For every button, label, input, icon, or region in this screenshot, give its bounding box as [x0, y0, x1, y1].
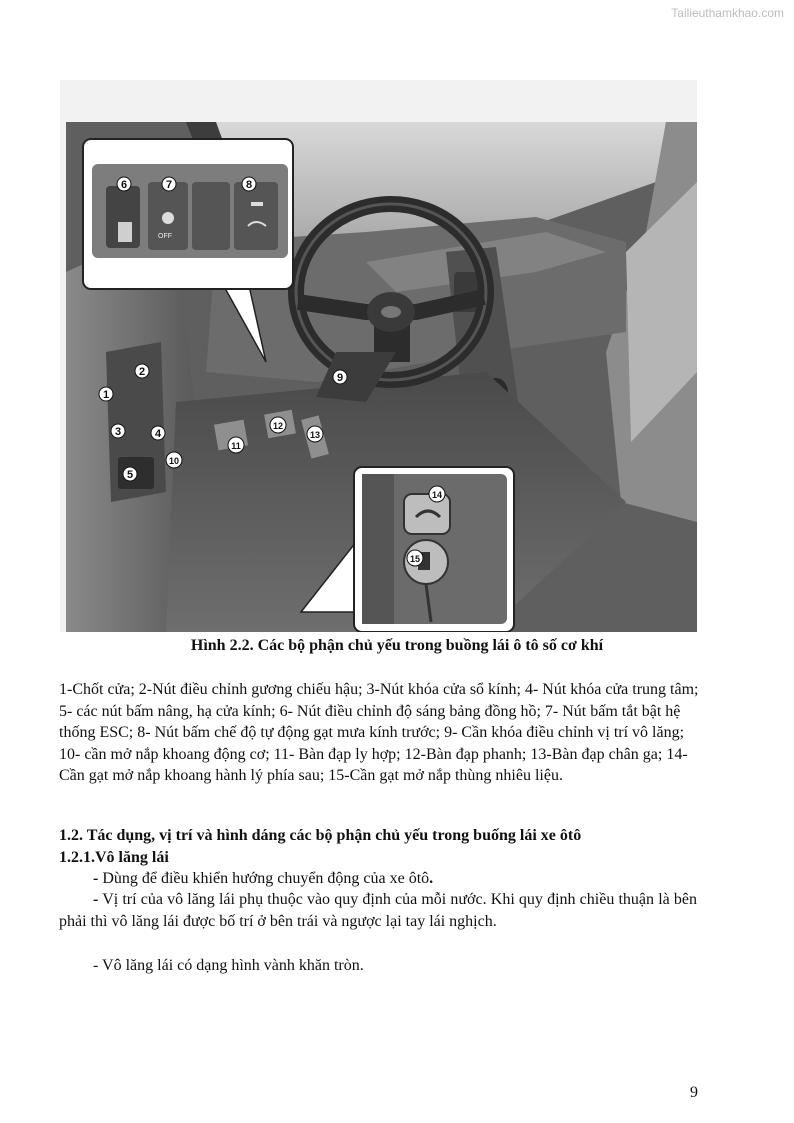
section-heading: 1.2. Tác dụng, vị trí và hình dáng các bộ phận chủ yếu trong buống lái xe ôtô	[59, 827, 582, 844]
figure-caption: Hình 2.2. Các bộ phận chủ yếu trong buồng lái ô tô số cơ khí	[190, 637, 604, 654]
bullet-item	[59, 868, 697, 890]
callout-8	[242, 177, 256, 191]
bullet-dash: -	[93, 957, 99, 974]
bullet-dash: -	[93, 891, 99, 908]
callout-15	[407, 550, 423, 566]
svg-text:1: 1	[102, 389, 110, 401]
svg-text:6: 6	[120, 179, 128, 191]
callout-11	[228, 437, 244, 453]
esc-off-label: OFF	[158, 233, 172, 240]
svg-text:11: 11	[231, 441, 241, 451]
bullet-item	[59, 955, 697, 977]
svg-text:4: 4	[154, 428, 162, 440]
callout-6	[117, 177, 131, 191]
svg-text:12: 12	[272, 421, 284, 431]
callout-2	[135, 364, 149, 378]
callout-10	[166, 452, 182, 468]
callout-4	[151, 426, 165, 440]
callout-13	[307, 426, 323, 442]
svg-text:5: 5	[126, 469, 134, 481]
svg-text:15: 15	[409, 554, 421, 564]
svg-text:8: 8	[245, 179, 253, 191]
subsection-heading: 1.2.1.Vô lăng lái	[59, 849, 169, 866]
bullet-text: Vị trí của vô lăng lái phụ thuộc vào quy định của mỗi nước. Khi quy định chiều thuận là bên phải thì vô lăng lái được bố trí ở bên trái và ngược lại tay lái nghịch.	[59, 891, 697, 930]
callout-9	[333, 370, 347, 384]
svg-text:3: 3	[114, 426, 122, 438]
callout-12	[270, 417, 286, 433]
callout-3	[111, 424, 125, 438]
watermark: Tailieuthamkhao.com	[671, 6, 784, 20]
svg-text:9: 9	[336, 372, 344, 384]
callout-7	[162, 177, 176, 191]
bullet-text: Vô lăng lái có dạng hình vành khăn tròn.	[98, 957, 364, 974]
svg-text:7: 7	[165, 179, 173, 191]
cockpit-figure	[66, 122, 697, 632]
bullet-text: Dùng để điều khiển hướng chuyển động của xe ôtô	[98, 870, 430, 887]
callout-1	[99, 387, 113, 401]
bullet-item	[59, 889, 697, 932]
page-number: 9	[690, 1084, 698, 1101]
svg-text:2: 2	[138, 366, 146, 378]
figure-legend: 1-Chốt cửa; 2-Nút điều chỉnh gương chiếu hậu; 3-Nút khóa cửa sổ kính; 4- Nút khóa cửa trung tâm; 5- các nút bấm nâng, hạ cửa kính; 6- Nút điều chỉnh độ sáng bảng đồng hồ; 7- Nút bấm tắt bật hệ thống ESC; 8- Nút bấm chế độ tự động gạt mưa kính trước; 9- Cần khóa điều chỉnh vị trí vô lăng; 10- cần mở nắp khoang động cơ; 11- Bàn đạp ly hợp; 12-Bàn đạp phanh; 13-Bàn đạp chân ga; 14-Cần gạt mở nắp khoang hành lý phía sau; 15-Cần gạt mở nắp thùng nhiêu liệu.	[59, 681, 699, 784]
bullet-end: .	[429, 870, 434, 887]
cockpit-illustration	[66, 122, 697, 632]
switch-inset	[83, 139, 293, 289]
svg-text:10: 10	[168, 456, 180, 466]
svg-text:14: 14	[431, 490, 443, 500]
svg-text:13: 13	[309, 430, 321, 440]
callout-14	[429, 486, 445, 502]
callout-5	[123, 467, 137, 481]
bullet-dash: -	[93, 870, 99, 887]
